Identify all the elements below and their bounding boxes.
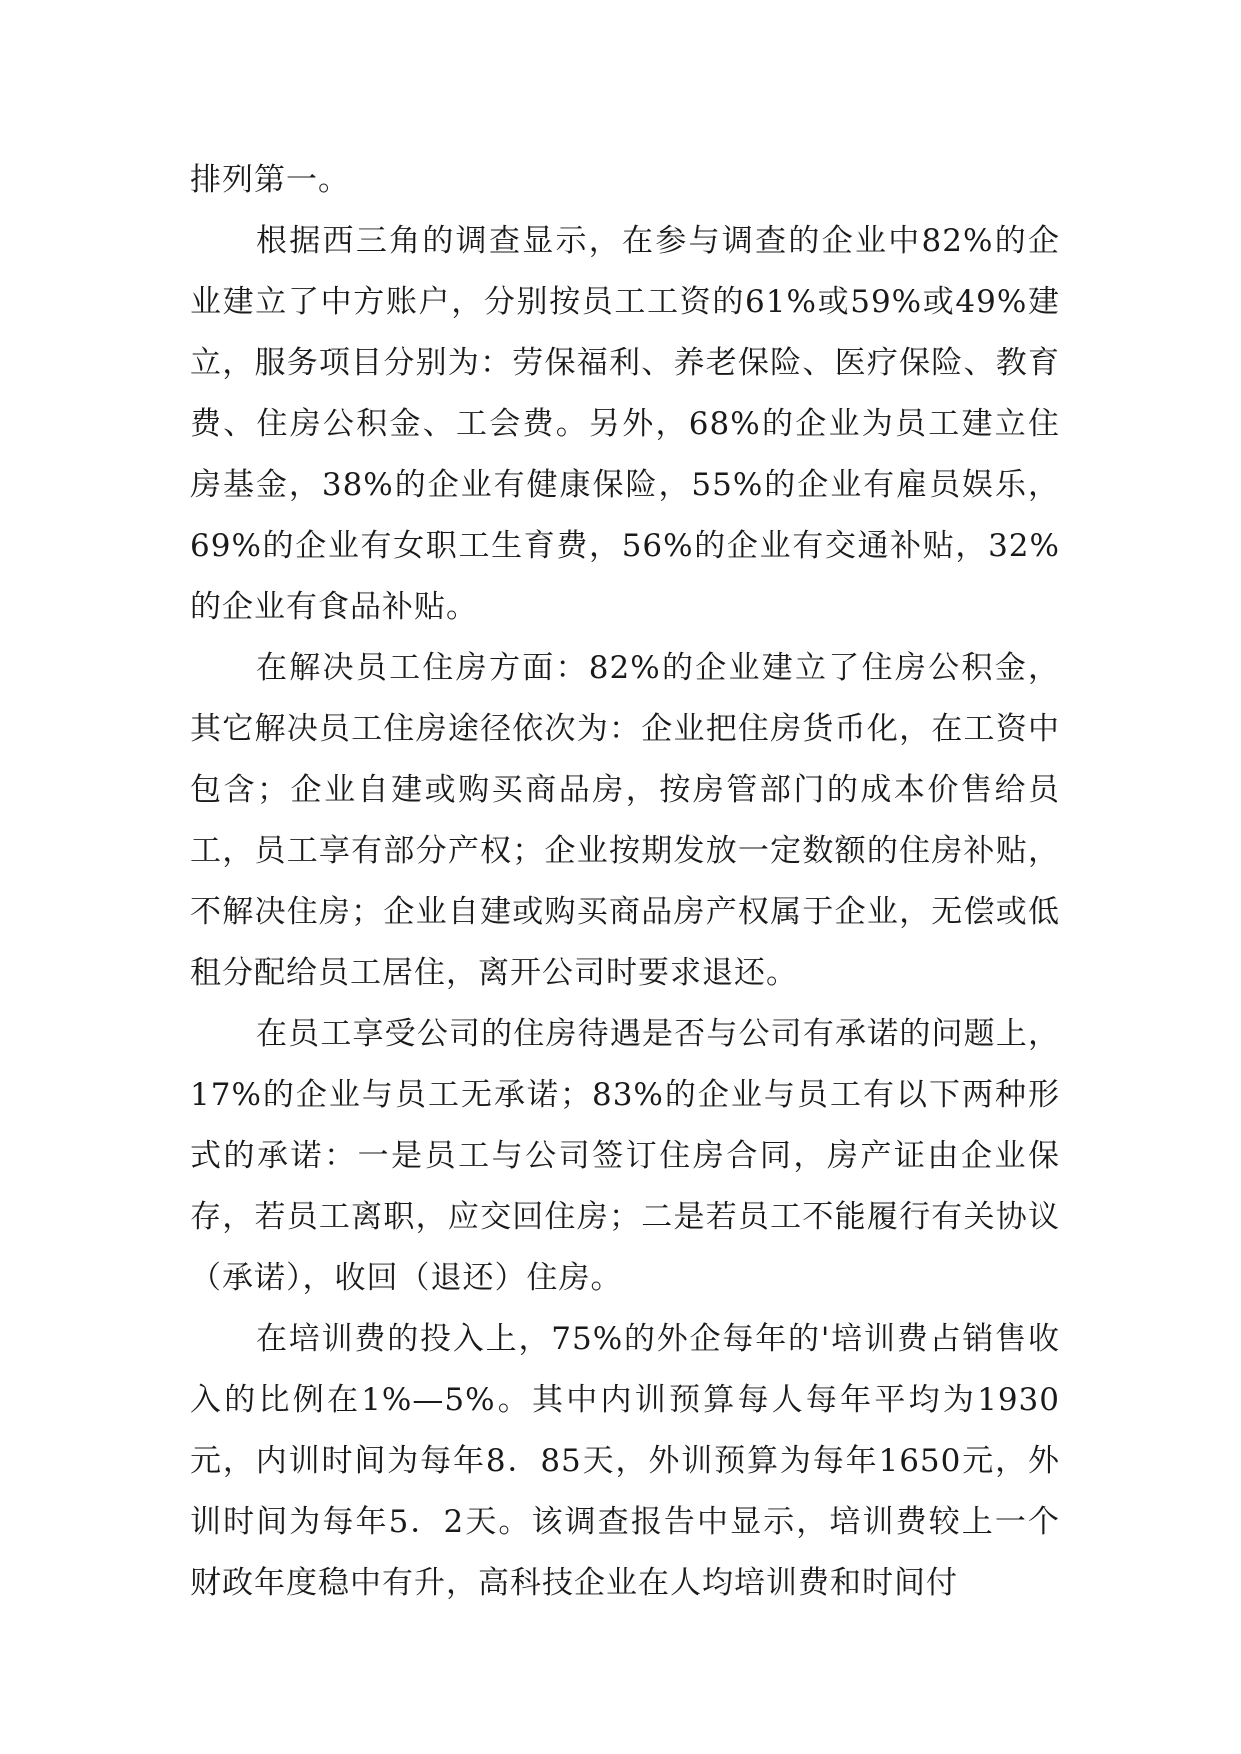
paragraph-1: 排列第一。 <box>190 162 350 198</box>
document-body <box>190 150 1060 1614</box>
paragraph-3: 在解决员工住房方面：82%的企业建立了住房公积金，其它解决员工住房途径依次为：企业把住房货币化，在工资中包含；企业自建或购买商品房，按房管部门的成本价售给员工，员工享有部分产权；企业按期发放一定数额的住房补贴，不解决住房；企业自建或购买商品房产权属于企业，无偿或低租分配给员工居住，离开公司时要求退还。 <box>190 650 1060 991</box>
paragraph-2: 根据西三角的调查显示，在参与调查的企业中82%的企业建立了中方账户，分别按员工工资的61%或59%或49%建立，服务项目分别为：劳保福利、养老保险、医疗保险、教育费、住房公积金、工会费。另外，68%的企业为员工建立住房基金，38%的企业有健康保险，55%的企业有雇员娱乐，69%的企业有女职工生育费，56%的企业有交通补贴，32%的企业有食品补贴。 <box>190 223 1060 625</box>
paragraph-4: 在员工享受公司的住房待遇是否与公司有承诺的问题上，17%的企业与员工无承诺；83%的企业与员工有以下两种形式的承诺：一是员工与公司签订住房合同，房产证由企业保存，若员工离职，应交回住房；二是若员工不能履行有关协议（承诺），收回（退还）住房。 <box>190 1016 1060 1296</box>
paragraph-5: 在培训费的投入上，75%的外企每年的'培训费占销售收入的比例在1%—5%。其中内训预算每人每年平均为1930元，内训时间为每年8．85天，外训预算为每年1650元，外训时间为每年5．2天。该调查报告中显示，培训费较上一个财政年度稳中有升，高科技企业在人均培训费和时间付 <box>190 1321 1060 1601</box>
